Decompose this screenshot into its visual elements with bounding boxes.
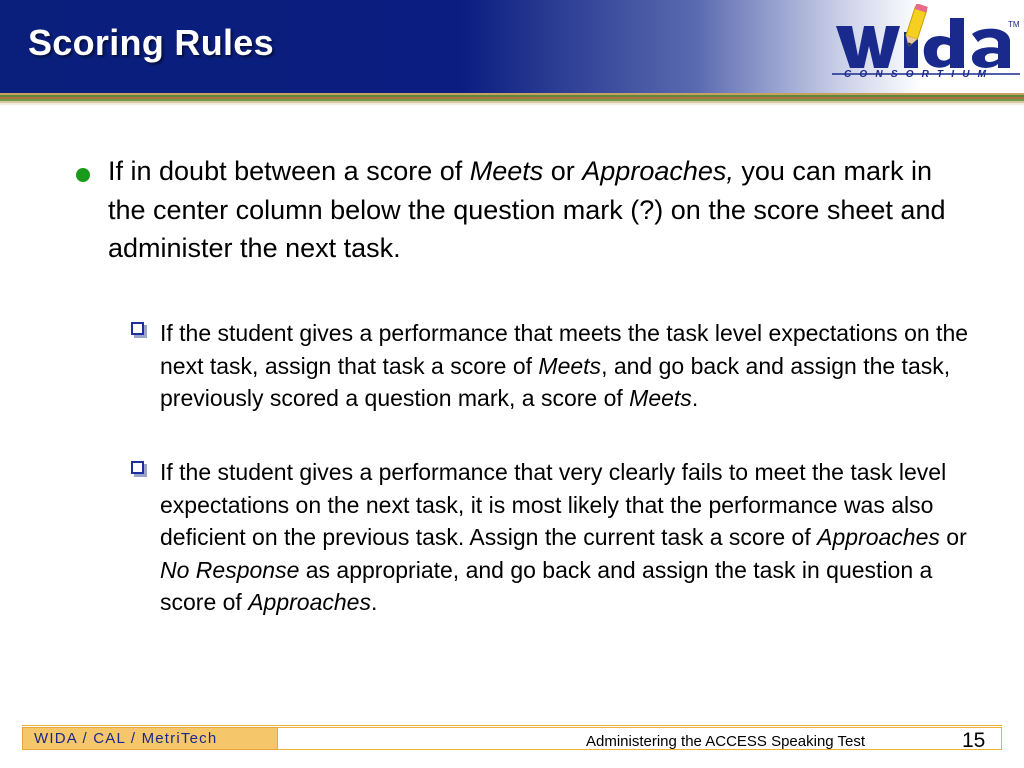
slide-title: Scoring Rules (28, 22, 274, 63)
logo-tagline: CONSORTIUM (844, 69, 995, 80)
header-stripes (0, 93, 1024, 105)
bullet-text-1: If in doubt between a score of Meets or Approaches, you can mark in the center column below the question mark (?) on the score sheet and administer the next task. (108, 156, 946, 263)
bullet-dot-icon (76, 168, 90, 182)
trademark-mark: TM (1008, 20, 1020, 29)
sub-bullet-text-1: If the student gives a performance that meets the task level expectations on the next task, assign that task a score of Meets, and go back and assign the task, previously scored a question mark, a score of Meets. (160, 320, 969, 411)
footer-presentation-title: Administering the ACCESS Speaking Test (586, 733, 866, 750)
checkbox-bullet-icon (131, 322, 144, 335)
checkbox-bullet-icon (131, 461, 144, 474)
sub-bullet-text-2: If the student gives a performance that very clearly fails to meet the task level expectations on the next task, it is most likely that the performance was also deficient on the previous task. Assign the current task a score of Approaches or No Response as appropriate, and go back and assign the task in question a score of Approaches. (160, 459, 967, 615)
page-number: 15 (962, 729, 986, 752)
footer-organizations: WIDA / CAL / MetriTech (34, 730, 218, 747)
footer-divider (22, 725, 1002, 726)
